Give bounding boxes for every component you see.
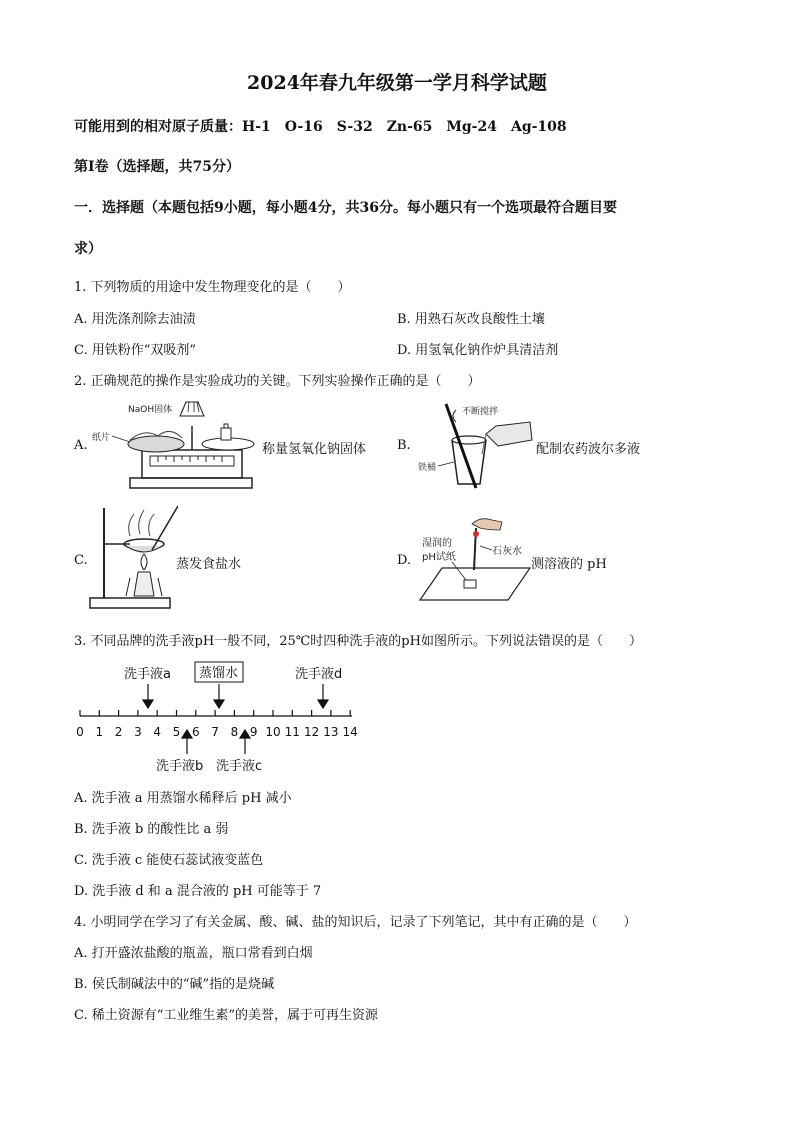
ph-tick-label: 1 bbox=[95, 725, 104, 739]
bucket-diagram bbox=[412, 398, 537, 490]
evaporation-diagram bbox=[86, 500, 178, 612]
ph-tick-label: 12 bbox=[303, 725, 320, 739]
ph-tick-label: 4 bbox=[153, 725, 162, 739]
ph-test-diagram bbox=[412, 512, 532, 604]
q3-option-a: A. 洗手液 a 用蒸馏水稀释后 pH 减小 bbox=[74, 791, 292, 806]
q4-option-b: B. 侯氏制碱法中的“碱”指的是烧碱 bbox=[74, 977, 275, 992]
section-title: 第Ⅰ卷（选择题，共75分） bbox=[74, 159, 241, 175]
ph-tick-label: 14 bbox=[342, 725, 358, 739]
q4-stem: 4. 小明同学在学习了有关金属、酸、碱、盐的知识后，记录了下列笔记，其中有正确的是（ ） bbox=[74, 915, 637, 930]
ph-tick-label: 10 bbox=[265, 725, 281, 739]
q2-option-c-caption: 蒸发食盐水 bbox=[176, 557, 242, 572]
q1-option-d: D. 用氢氧化钠作炉具清洁剂 bbox=[397, 343, 559, 358]
q4-option-a: A. 打开盛浓盐酸的瓶盖，瓶口常看到白烟 bbox=[74, 946, 313, 961]
page-title: 2024年春九年级第一学月科学试题 bbox=[247, 72, 547, 94]
ph-tick-label: 0 bbox=[76, 725, 84, 739]
ph-tick-label: 2 bbox=[114, 725, 123, 739]
label-handwash-b: 洗手液b bbox=[156, 759, 204, 774]
q2-stem: 2. 正确规范的操作是实验成功的关键。下列实验操作正确的是（ ） bbox=[74, 374, 481, 389]
q2-option-d-caption: 测溶液的 pH bbox=[531, 557, 607, 572]
q1-stem: 1. 下列物质的用途中发生物理变化的是（ ） bbox=[74, 280, 351, 295]
paper-label: 纸片 bbox=[92, 433, 111, 443]
bucket-label: 铁桶 bbox=[418, 463, 437, 473]
q2-option-d-letter: D. bbox=[397, 553, 412, 568]
q1-option-c: C. 用铁粉作“双吸剂” bbox=[74, 343, 197, 358]
q3-option-c: C. 洗手液 c 能使石蕊试液变蓝色 bbox=[74, 853, 264, 868]
q1-option-b: B. 用熟石灰改良酸性土壤 bbox=[397, 312, 545, 327]
q1-option-a: A. 用洗涤剂除去油渍 bbox=[74, 312, 196, 327]
label-handwash-c: 洗手液c bbox=[216, 759, 263, 774]
label-distilled-water: 蒸馏水 bbox=[199, 666, 239, 681]
ph-tick-label: 3 bbox=[134, 725, 142, 739]
wet-label: 湿润的 bbox=[422, 538, 452, 549]
ph-tick-label: 9 bbox=[249, 725, 258, 739]
q2-option-a-letter: A. bbox=[74, 438, 88, 453]
ph-tick-label: 8 bbox=[230, 725, 239, 739]
label-handwash-a: 洗手液a bbox=[124, 667, 171, 682]
q2-option-b-letter: B. bbox=[397, 438, 411, 453]
q2-option-b-caption: 配制农药波尔多液 bbox=[536, 442, 641, 457]
part-heading-line1: 一．选择题（本题包括9小题，每小题4分，共36分。每小题只有一个选项最符合题目要 bbox=[74, 200, 617, 216]
balance-diagram bbox=[86, 398, 262, 496]
label-handwash-d: 洗手液d bbox=[295, 667, 343, 682]
q4-option-c: C. 稀土资源有“工业维生素”的美誉，属于可再生资源 bbox=[74, 1008, 379, 1023]
q2-option-c-letter: C. bbox=[74, 553, 88, 568]
ph-paper-label: pH试纸 bbox=[422, 552, 456, 563]
q3-option-b: B. 洗手液 b 的酸性比 a 弱 bbox=[74, 822, 229, 837]
naoh-label: NaOH固体 bbox=[128, 405, 173, 415]
ph-tick-label: 6 bbox=[191, 725, 200, 739]
ph-tick-label: 5 bbox=[172, 725, 181, 739]
ph-tick-label: 7 bbox=[211, 725, 219, 739]
q2-option-a-caption: 称量氢氧化钠固体 bbox=[262, 442, 367, 457]
ph-tick-label: 13 bbox=[323, 725, 339, 739]
lime-water-label: 石灰水 bbox=[492, 546, 522, 557]
atomic-masses: 可能用到的相对原子质量：H-1 O-16 S-32 Zn-65 Mg-24 Ag-108 bbox=[74, 119, 567, 135]
stir-label: 不断搅拌 bbox=[462, 407, 499, 417]
q3-option-d: D. 洗手液 d 和 a 混合液的 pH 可能等于 7 bbox=[74, 884, 322, 899]
ph-tick-label: 11 bbox=[284, 725, 300, 739]
part-heading-line2: 求） bbox=[74, 241, 102, 257]
ph-scale-diagram bbox=[66, 656, 366, 778]
q3-stem: 3. 不同品牌的洗手液pH一般不同，25℃时四种洗手液的pH如图所示。下列说法错误的是（ ） bbox=[74, 634, 642, 649]
